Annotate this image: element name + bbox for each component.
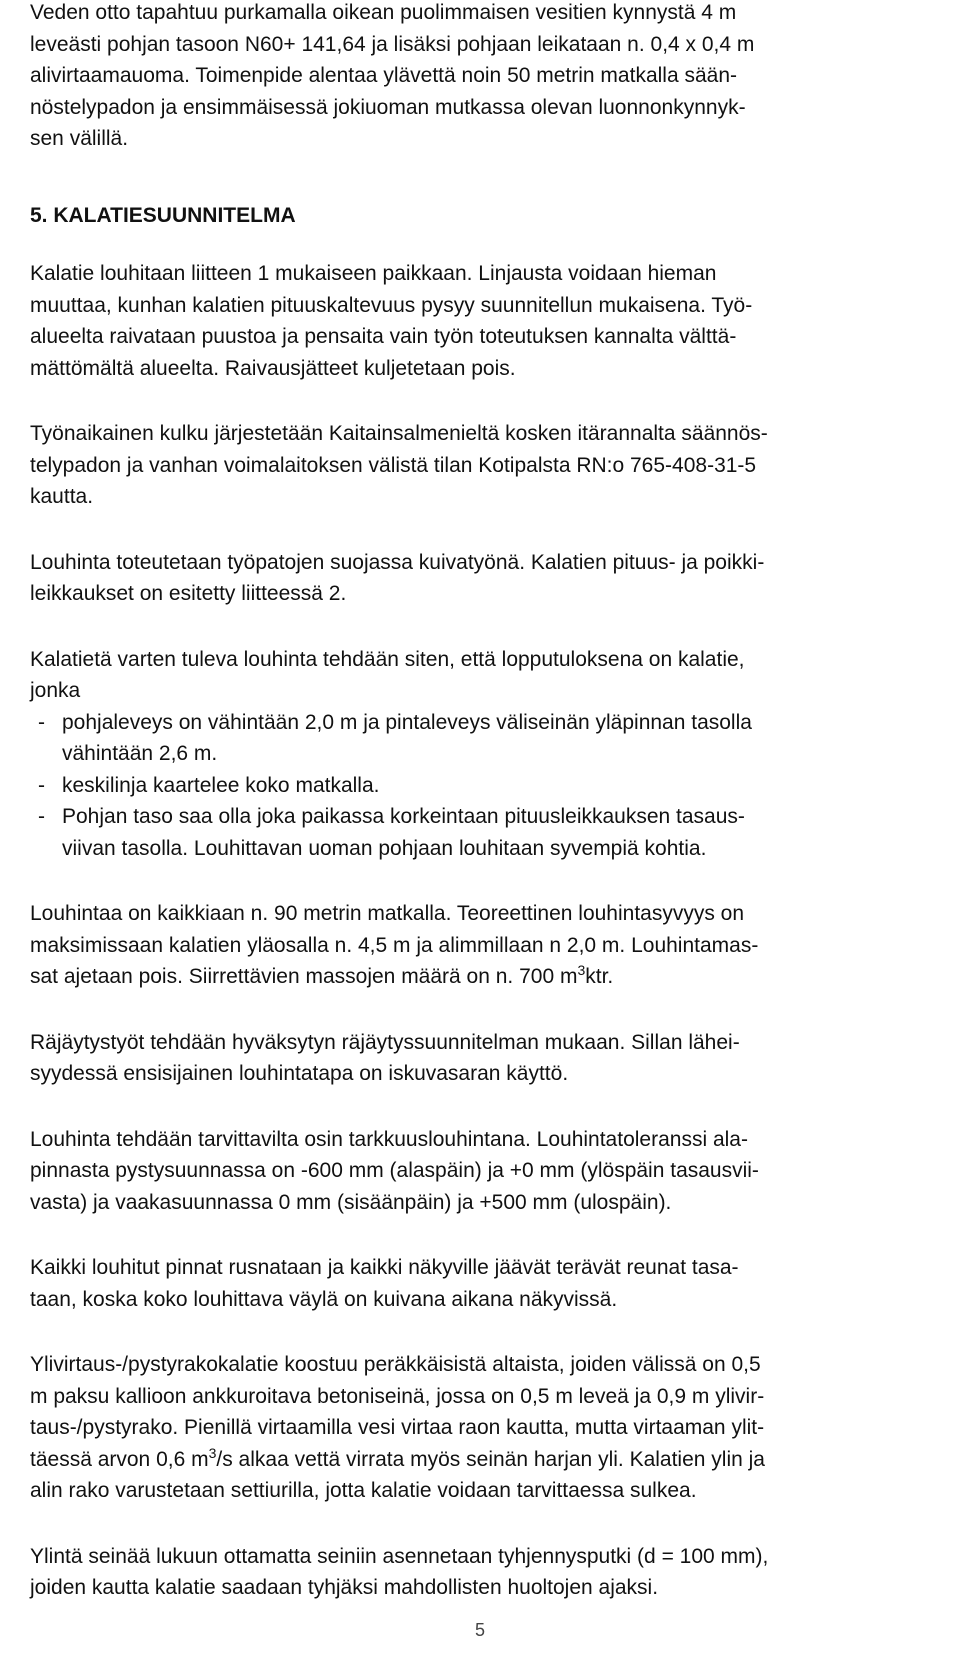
paragraph-1 bbox=[30, 258, 928, 384]
text-line: Räjäytystyöt tehdään hyväksytyn räjäytyssuunnitelman mukaan. Sillan lähei- bbox=[30, 1030, 740, 1054]
paragraph-10 bbox=[30, 1541, 928, 1604]
text-line: viivan tasolla. Louhittavan uoman pohjaan louhitaan syvempiä kohtia. bbox=[62, 836, 707, 860]
text-fragment: ktr. bbox=[585, 965, 614, 988]
paragraph-8 bbox=[30, 1252, 928, 1315]
text-line: joiden kautta kalatie saadaan tyhjäksi mahdollisten huoltojen ajaksi. bbox=[30, 1576, 659, 1599]
text-line: alivirtaamauoma. Toimenpide alentaa ylävettä noin 50 metrin matkalla sään- bbox=[30, 64, 737, 87]
section-heading: 5. KALATIESUUNNITELMA bbox=[30, 203, 296, 227]
page-number: 5 bbox=[474, 1620, 485, 1640]
text-line: leveästi pohjan tasoon N60+ 141,64 ja lisäksi pohjaan leikataan n. 0,4 x 0,4 m bbox=[30, 32, 755, 56]
text-line: vähintään 2,6 m. bbox=[62, 742, 218, 765]
text-line: m paksu kallioon ankkuroitava betoniseinä, jossa on 0,5 m leveä ja 0,9 m ylivir- bbox=[30, 1384, 765, 1408]
list-item bbox=[30, 707, 928, 770]
text-line bbox=[30, 1444, 928, 1476]
text-line: alin rako varustetaan settiurilla, jotta kalatie voidaan tarvittaessa sulkea. bbox=[30, 1479, 697, 1502]
text-fragment: täessä arvon 0,6 m bbox=[30, 1447, 209, 1471]
text-line: maksimissaan kalatien yläosalla n. 4,5 m ja alimmillaan n 2,0 m. Louhintamas- bbox=[30, 933, 759, 957]
text-line: Työnaikainen kulku järjestetään Kaitainsalmenieltä kosken itärannalta säännös- bbox=[30, 422, 768, 445]
text-line: pinnasta pystysuunnassa on -600 mm (alaspäin) ja +0 mm (ylöspäin tasausvii- bbox=[30, 1159, 759, 1182]
text-line: taan, koska koko louhittava väylä on kuivana aikana näkyvissä. bbox=[30, 1287, 618, 1311]
text-line: Kalatie louhitaan liitteen 1 mukaiseen paikkaan. Linjausta voidaan hieman bbox=[30, 262, 717, 285]
paragraph-6 bbox=[30, 1027, 928, 1090]
text-line: telypadon ja vanhan voimalaitoksen välistä tilan Kotipalsta RN:o 765-408-31-5 bbox=[30, 453, 757, 477]
text-line: kautta. bbox=[30, 485, 94, 508]
list-item bbox=[30, 801, 928, 864]
text-line: sen välillä. bbox=[30, 127, 129, 150]
text-fragment: /s alkaa vettä virrata myös seinän harjan yli. Kalatien ylin ja bbox=[216, 1447, 765, 1471]
text-line: Veden otto tapahtuu purkamalla oikean puolimmaisen vesitien kynnystä 4 m bbox=[30, 1, 737, 24]
text-line: Ylintä seinää lukuun ottamatta seiniin asennetaan tyhjennysputki (d = 100 mm), bbox=[30, 1544, 769, 1568]
text-line: Kaikki louhitut pinnat rusnataan ja kaikki näkyville jäävät terävät reunat tasa- bbox=[30, 1256, 739, 1279]
text-line: syydessä ensisijainen louhintatapa on iskuvasaran käyttö. bbox=[30, 1062, 569, 1085]
text-line: Louhintaa on kaikkiaan n. 90 metrin matkalla. Teoreettinen louhintasyvyys on bbox=[30, 902, 745, 925]
paragraph-2 bbox=[30, 418, 928, 513]
bullet-dash: - bbox=[38, 805, 45, 828]
superscript: 3 bbox=[208, 1444, 217, 1461]
text-line: pohjaleveys on vähintään 2,0 m ja pintaleveys väliseinän yläpinnan tasolla bbox=[62, 710, 752, 734]
paragraph-9 bbox=[30, 1349, 928, 1507]
list-item bbox=[30, 770, 928, 802]
text-line: Louhinta tehdään tarvittavilta osin tarkkuuslouhintana. Louhintatoleranssi ala- bbox=[30, 1127, 748, 1151]
text-line: alueelta raivataan puustoa ja pensaita vain työn toteutuksen kannalta välttä- bbox=[30, 325, 737, 348]
text-line: Pohjan taso saa olla joka paikassa korkeintaan pituusleikkauksen tasaus- bbox=[62, 805, 745, 828]
text-line: vasta) ja vaakasuunnassa 0 mm (sisäänpäin) ja +500 mm (ulospäin). bbox=[30, 1190, 672, 1214]
text-line: muuttaa, kunhan kalatien pituuskaltevuus pysyy suunnitellun mukaisena. Työ- bbox=[30, 293, 753, 317]
superscript: 3 bbox=[577, 962, 586, 978]
document-page bbox=[30, 0, 928, 1604]
text-line: Kalatietä varten tuleva louhinta tehdään siten, että lopputuloksena on kalatie, bbox=[30, 647, 745, 671]
text-line: Ylivirtaus-/pystyrakokalatie koostuu peräkkäisistä altaista, joiden välissä on 0,5 bbox=[30, 1353, 761, 1376]
bullet-dash: - bbox=[38, 710, 45, 734]
paragraph-3 bbox=[30, 547, 928, 610]
paragraph-4 bbox=[30, 644, 928, 865]
text-line: keskilinja kaartelee koko matkalla. bbox=[62, 773, 380, 797]
text-line: taus-/pystyrako. Pienillä virtaamilla vesi virtaa raon kautta, mutta virtaaman ylit- bbox=[30, 1416, 765, 1439]
text-line: jonka bbox=[30, 679, 81, 702]
text-line: nöstelypadon ja ensimmäisessä jokiuoman mutkassa olevan luonnonkynnyk- bbox=[30, 95, 746, 119]
text-line: leikkaukset on esitetty liitteessä 2. bbox=[30, 582, 347, 605]
intro-paragraph bbox=[30, 0, 928, 155]
bullet-dash: - bbox=[38, 773, 45, 797]
paragraph-7 bbox=[30, 1124, 928, 1219]
paragraph-5 bbox=[30, 898, 928, 993]
text-line bbox=[30, 961, 928, 993]
text-line: mättömältä alueelta. Raivausjätteet kuljetetaan pois. bbox=[30, 356, 516, 380]
text-fragment: sat ajetaan pois. Siirrettävien massojen määrä on n. 700 m bbox=[30, 965, 578, 988]
text-line: Louhinta toteutetaan työpatojen suojassa kuivatyönä. Kalatien pituus- ja poikki- bbox=[30, 550, 765, 574]
